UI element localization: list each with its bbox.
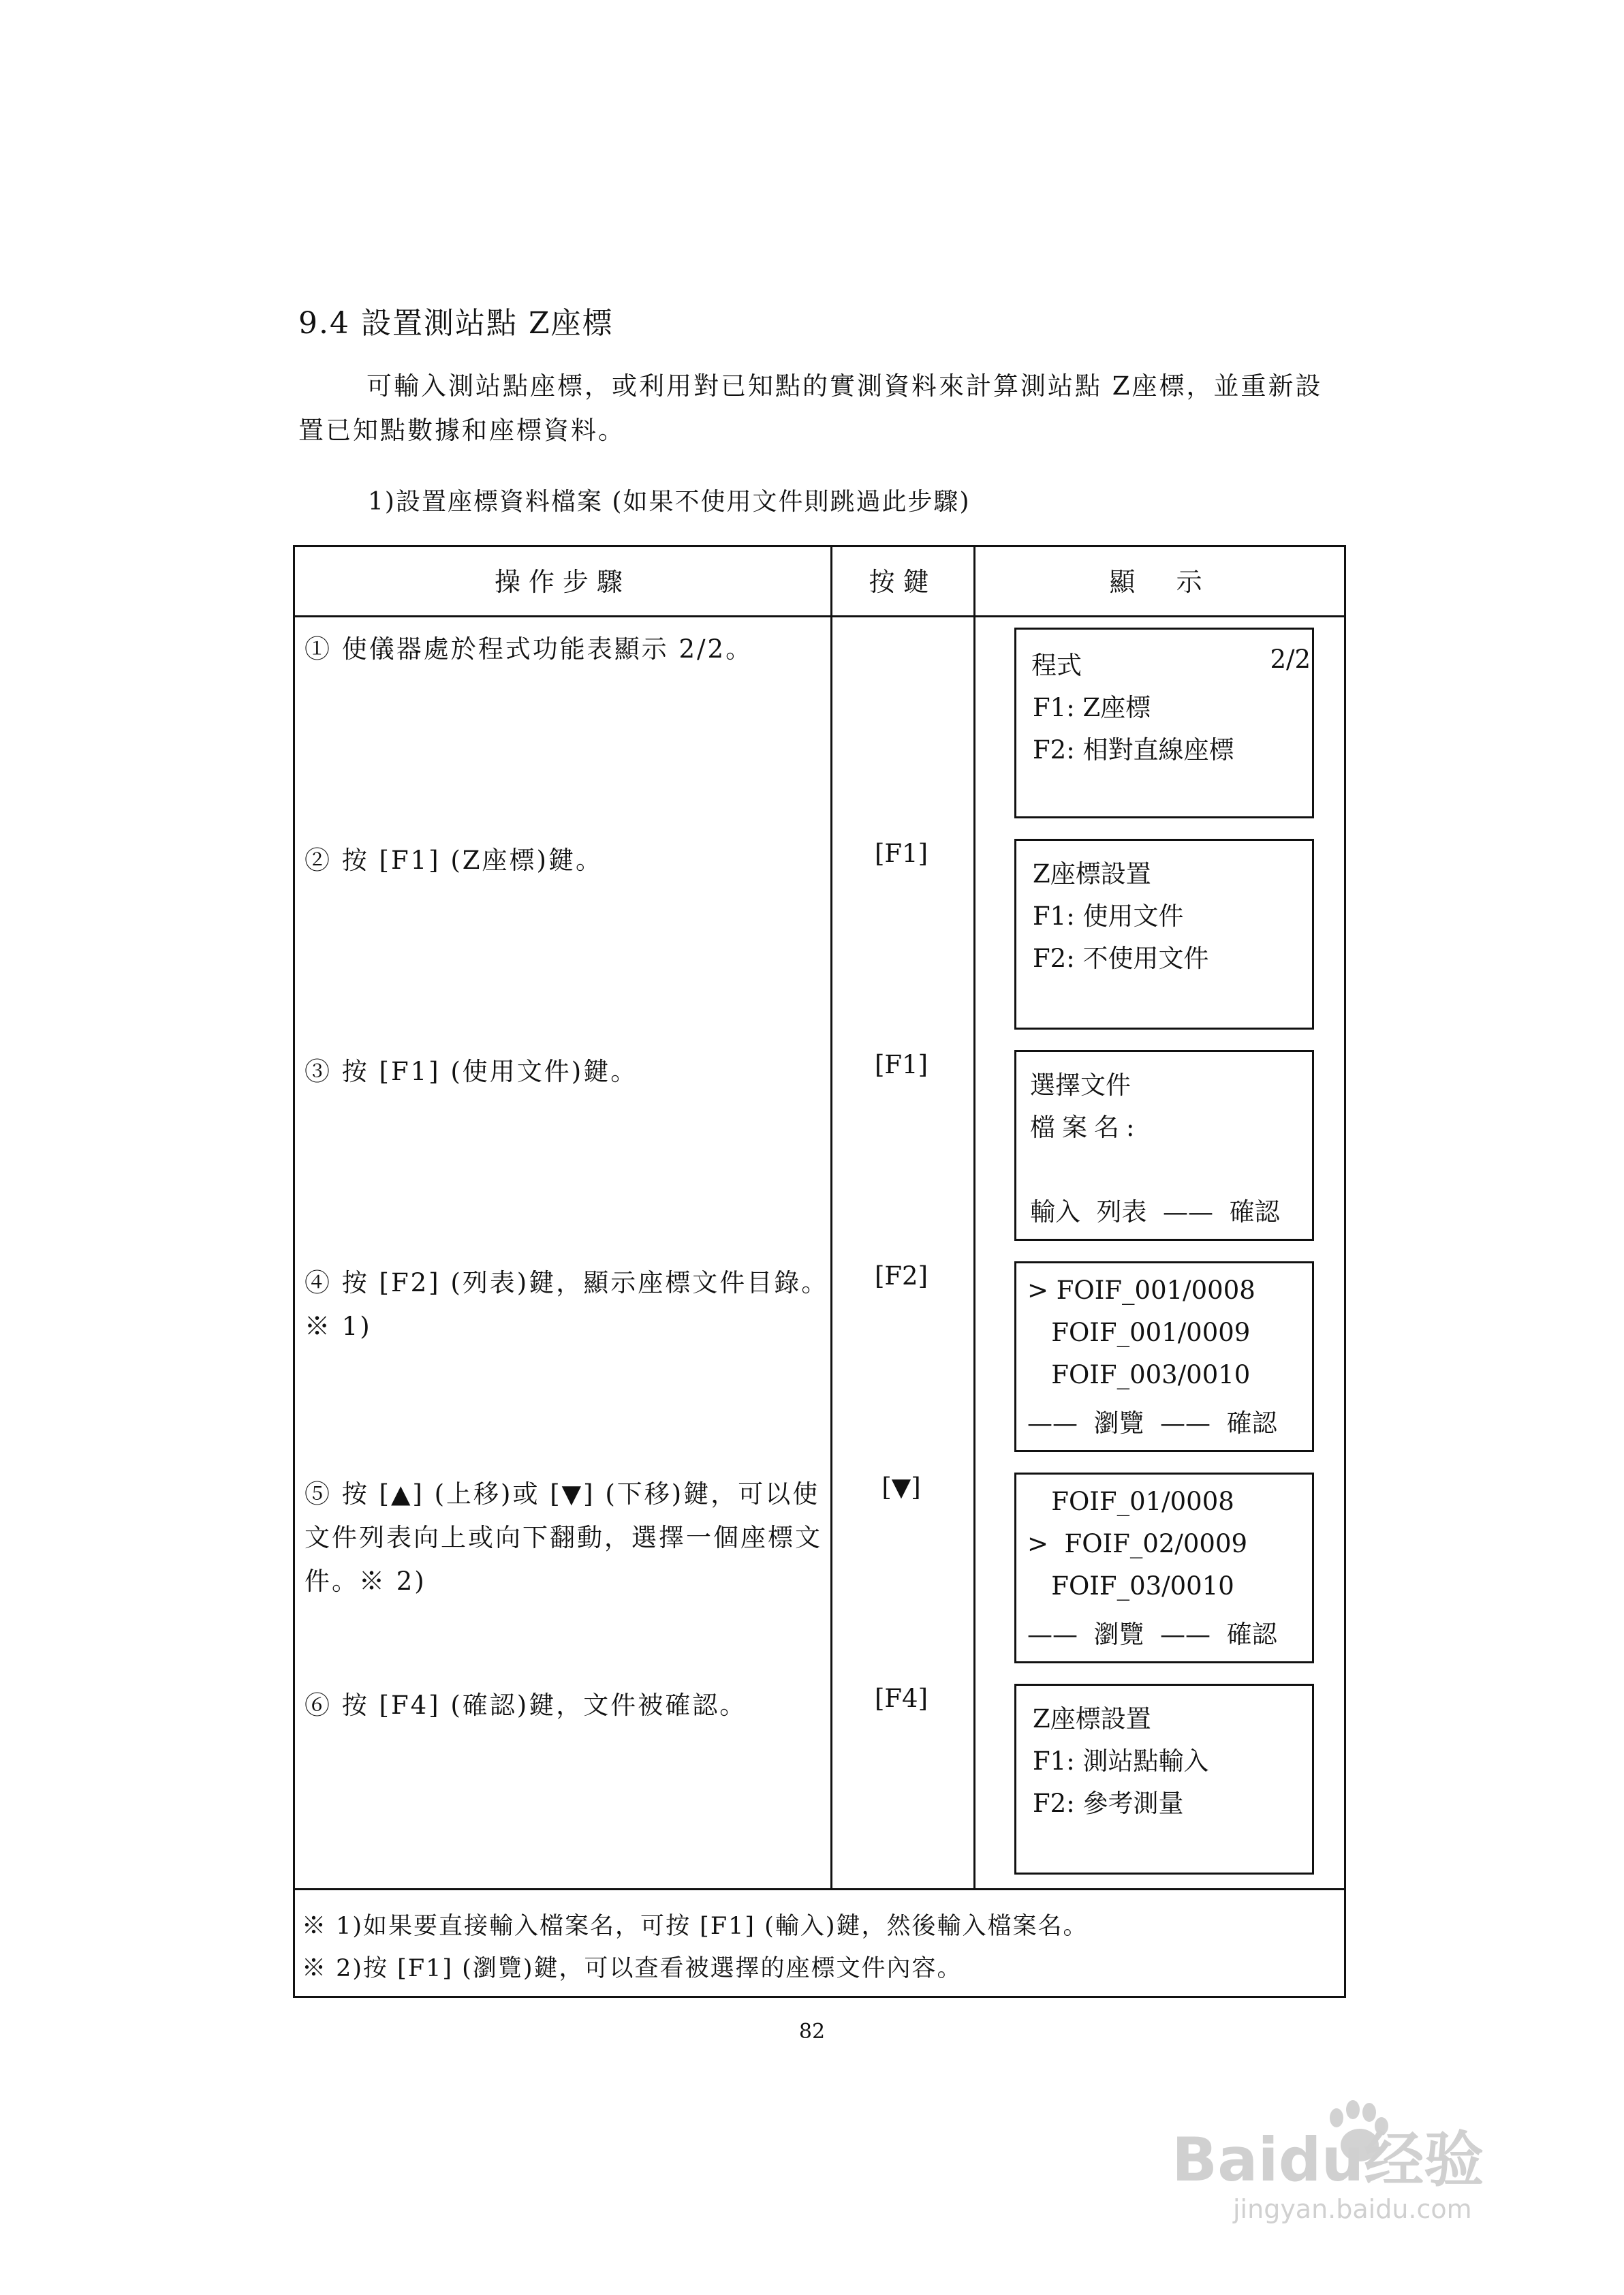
- section-heading: 9.4 設置測站點 Z座標: [298, 306, 614, 341]
- header-steps: 操作步驟: [494, 567, 631, 597]
- intro-paragraph: 可輸入測站點座標，或利用對已知點的實測資料來計算測站點 Z座標，並重新設置已知點數據和座標資料。: [298, 371, 1323, 445]
- watermark-url: jingyan.baidu.com: [1233, 2194, 1472, 2224]
- header-display: 顯 示: [1109, 567, 1211, 597]
- step-5: ⑤ 按 [▲] (上移)或 [▼] (下移)鍵，可以使文件列表向上或向下翻動，選擇一個座標文件。※ 2): [304, 1479, 822, 1596]
- step-6: ⑥ 按 [F4] (確認)鍵，文件被確認。: [304, 1691, 747, 1720]
- screen-program-menu: [1014, 628, 1314, 818]
- screen-line: F2: 不使用文件: [1033, 944, 1209, 973]
- column-divider: [973, 547, 975, 1890]
- footnote-2: ※ 2)按 [F1] (瀏覽)鍵，可以查看被選擇的座標文件內容。: [302, 1955, 963, 1982]
- step-1: ① 使儀器處於程式功能表顯示 2/2。: [304, 634, 753, 664]
- baidu-paw-logo: [1158, 2092, 1540, 2228]
- page-number: 82: [798, 2020, 826, 2044]
- column-divider: [830, 547, 832, 1890]
- subheading: 1)設置座標資料檔案 (如果不使用文件則跳過此步驟): [368, 488, 971, 516]
- screen-line: FOIF_001/0009: [1027, 1318, 1251, 1347]
- footnote-1: ※ 1)如果要直接輸入檔案名，可按 [F1] (輸入)鍵，然後輸入檔案名。: [302, 1913, 1089, 1940]
- key-f4: [F4]: [874, 1684, 928, 1713]
- screen-line: FOIF_03/0010: [1027, 1571, 1234, 1601]
- screen-line: F2: 參考測量: [1033, 1789, 1184, 1818]
- screen-line: FOIF_01/0008: [1027, 1487, 1234, 1516]
- screen-softkeys: —— 瀏覽 —— 確認: [1027, 1620, 1277, 1649]
- screen-title: Z座標設置: [1033, 1704, 1151, 1734]
- key-f1: [F1]: [874, 839, 928, 868]
- screen-z-coord-setup: [1014, 839, 1314, 1030]
- screen-line: > FOIF_001/0008: [1027, 1276, 1255, 1305]
- screen-page: 2/2: [1270, 645, 1311, 674]
- screen-line: FOIF_003/0010: [1027, 1360, 1251, 1389]
- key-down: [▼]: [881, 1473, 921, 1502]
- screen-line: F1: 測站點輸入: [1033, 1746, 1209, 1776]
- screen-title: 選擇文件: [1030, 1071, 1131, 1100]
- screen-title: 程式: [1031, 651, 1082, 680]
- notes-divider: [295, 1888, 1344, 1890]
- key-f2: [F2]: [874, 1261, 928, 1291]
- screen-softkeys: 輸入 列表 —— 確認: [1030, 1197, 1280, 1227]
- watermark-brand: Baidu经验: [1172, 2125, 1484, 2195]
- screen-title: Z座標設置: [1033, 859, 1151, 889]
- screen-file-list-scrolled: [1014, 1473, 1314, 1663]
- screen-select-file: [1014, 1050, 1314, 1241]
- screen-softkeys: —— 瀏覽 —— 確認: [1027, 1408, 1277, 1438]
- header-keys: 按鍵: [869, 567, 937, 597]
- screen-line: 檔案名:: [1030, 1113, 1142, 1142]
- step-2: ② 按 [F1] (Z座標)鍵。: [304, 846, 603, 875]
- procedure-table: [293, 545, 1346, 1998]
- screen-z-coord-setup-confirmed: [1014, 1684, 1314, 1875]
- screen-file-list: [1014, 1261, 1314, 1452]
- baidu-watermark: [1158, 2092, 1540, 2228]
- step-3: ③ 按 [F1] (使用文件)鍵。: [304, 1057, 638, 1086]
- screen-line: > FOIF_02/0009: [1027, 1529, 1248, 1558]
- screen-line: F2: 相對直線座標: [1033, 735, 1234, 765]
- screen-line: F1: Z座標: [1033, 693, 1151, 722]
- step-4: ④ 按 [F2] (列表)鍵，顯示座標文件目錄。※ 1): [304, 1268, 829, 1341]
- screen-line: F1: 使用文件: [1033, 902, 1184, 931]
- key-f1: [F1]: [874, 1050, 928, 1079]
